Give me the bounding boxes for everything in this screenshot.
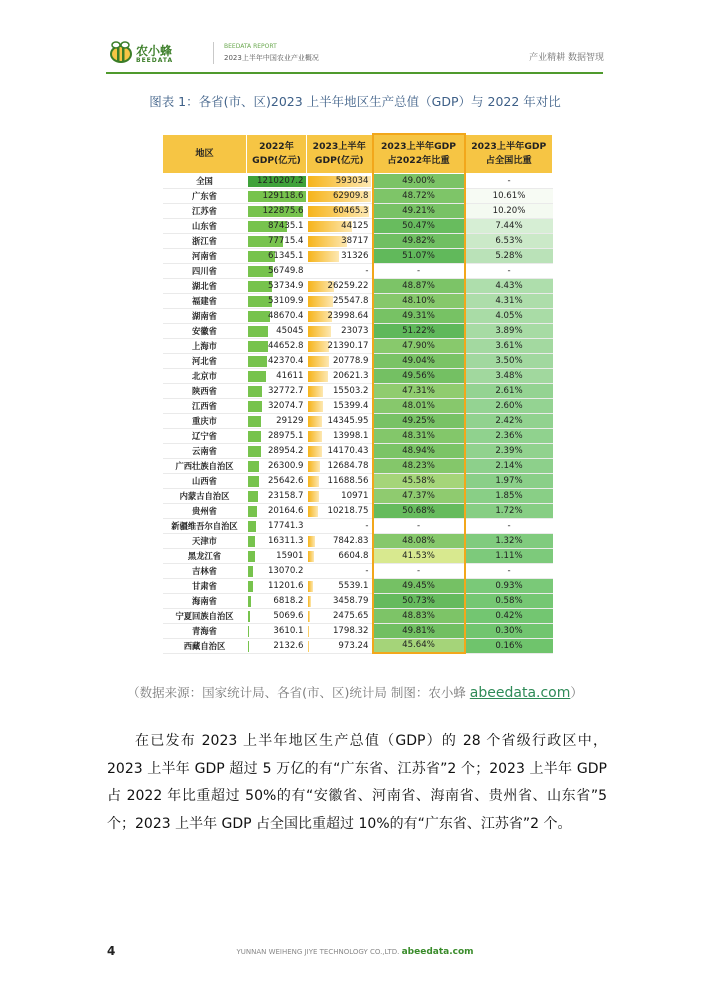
cell-gdp2023h1: 60465.3 xyxy=(307,203,373,218)
cell-gdp2022: 28954.2 xyxy=(247,443,307,458)
cell-gdp2023h1: 6604.8 xyxy=(307,548,373,563)
source-suffix: ） xyxy=(570,685,583,700)
table-row xyxy=(163,488,553,503)
cell-share: 6.53% xyxy=(465,233,553,248)
cell-ratio: 48.08% xyxy=(373,533,465,548)
logo xyxy=(108,40,198,66)
value-bar xyxy=(308,401,324,412)
value-bar xyxy=(308,431,322,442)
header-gdp2022: 2022年 GDP(亿元) xyxy=(247,134,307,173)
cell-region: 西藏自治区 xyxy=(163,638,247,653)
table-row xyxy=(163,458,553,473)
cell-gdp2022: 44652.8 xyxy=(247,338,307,353)
cell-ratio: 49.45% xyxy=(373,578,465,593)
cell-ratio: 49.82% xyxy=(373,233,465,248)
logo-text: 农小蜂 xyxy=(136,44,173,58)
cell-share: - xyxy=(465,518,553,533)
value-bar xyxy=(308,476,320,487)
cell-gdp2022: 29129 xyxy=(247,413,307,428)
cell-gdp2022: 32074.7 xyxy=(247,398,307,413)
cell-gdp2023h1: 23998.64 xyxy=(307,308,373,323)
value-bar xyxy=(308,581,314,592)
cell-region: 福建省 xyxy=(163,293,247,308)
cell-share: 5.28% xyxy=(465,248,553,263)
cell-region: 广东省 xyxy=(163,188,247,203)
cell-gdp2022: 2132.6 xyxy=(247,638,307,653)
cell-share: 2.39% xyxy=(465,443,553,458)
gdp-table xyxy=(162,133,553,654)
cell-gdp2022: 129118.6 xyxy=(247,188,307,203)
cell-gdp2022: 28975.1 xyxy=(247,428,307,443)
table-row xyxy=(163,593,553,608)
cell-region: 安徽省 xyxy=(163,323,247,338)
cell-share: 0.58% xyxy=(465,593,553,608)
value-bar xyxy=(248,566,254,577)
cell-ratio: 49.00% xyxy=(373,173,465,188)
value-bar xyxy=(308,626,310,637)
value-bar xyxy=(308,296,334,307)
cell-gdp2023h1: 12684.78 xyxy=(307,458,373,473)
cell-gdp2022: 42370.4 xyxy=(247,353,307,368)
cell-gdp2023h1: 26259.22 xyxy=(307,278,373,293)
cell-ratio: 45.64% xyxy=(373,638,465,653)
value-bar xyxy=(248,551,255,562)
bee-logo-icon xyxy=(108,40,134,66)
cell-gdp2023h1: 20621.3 xyxy=(307,368,373,383)
cell-gdp2022: 5069.6 xyxy=(247,608,307,623)
table-row xyxy=(163,398,553,413)
cell-share: 0.42% xyxy=(465,608,553,623)
cell-gdp2023h1: 5539.1 xyxy=(307,578,373,593)
cell-gdp2023h1: 20778.9 xyxy=(307,353,373,368)
table-row xyxy=(163,188,553,203)
source-text: （数据来源：国家统计局、各省(市、区)统计局 制图：农小蜂 xyxy=(127,685,470,700)
cell-ratio: 47.90% xyxy=(373,338,465,353)
cell-ratio: 48.10% xyxy=(373,293,465,308)
table-header-row xyxy=(163,134,553,173)
cell-region: 湖南省 xyxy=(163,308,247,323)
value-bar xyxy=(308,416,323,427)
cell-region: 上海市 xyxy=(163,338,247,353)
table-row xyxy=(163,218,553,233)
cell-share: 0.30% xyxy=(465,623,553,638)
cell-share: - xyxy=(465,263,553,278)
cell-gdp2022: 32772.7 xyxy=(247,383,307,398)
cell-gdp2023h1: 14170.43 xyxy=(307,443,373,458)
value-bar xyxy=(308,611,311,622)
cell-gdp2022: 61345.1 xyxy=(247,248,307,263)
cell-ratio: - xyxy=(373,563,465,578)
cell-share: 1.32% xyxy=(465,533,553,548)
value-bar xyxy=(308,491,319,502)
cell-gdp2023h1: 62909.8 xyxy=(307,188,373,203)
cell-gdp2023h1: 13998.1 xyxy=(307,428,373,443)
table-row xyxy=(163,548,553,563)
table-row xyxy=(163,353,553,368)
cell-gdp2023h1: 38717 xyxy=(307,233,373,248)
value-bar xyxy=(248,386,263,397)
cell-ratio: 48.01% xyxy=(373,398,465,413)
cell-ratio: 49.21% xyxy=(373,203,465,218)
cell-gdp2023h1: 2475.65 xyxy=(307,608,373,623)
value-bar xyxy=(308,461,321,472)
cell-ratio: 48.23% xyxy=(373,458,465,473)
table-row xyxy=(163,623,553,638)
value-bar xyxy=(308,341,330,352)
cell-ratio: 49.25% xyxy=(373,413,465,428)
table-row xyxy=(163,233,553,248)
value-bar xyxy=(248,581,253,592)
table-row xyxy=(163,503,553,518)
cell-ratio: 51.22% xyxy=(373,323,465,338)
value-bar xyxy=(248,341,268,352)
table-row xyxy=(163,608,553,623)
header-ratio: 2023上半年GDP 占2022年比重 xyxy=(373,134,465,173)
cell-region: 甘肃省 xyxy=(163,578,247,593)
cell-gdp2022: 77715.4 xyxy=(247,233,307,248)
cell-gdp2022: 26300.9 xyxy=(247,458,307,473)
value-bar xyxy=(308,371,329,382)
cell-gdp2023h1: 1798.32 xyxy=(307,623,373,638)
cell-share: 3.89% xyxy=(465,323,553,338)
page-number: 4 xyxy=(107,944,116,958)
table-row xyxy=(163,413,553,428)
cell-gdp2023h1: 31326 xyxy=(307,248,373,263)
value-bar xyxy=(248,416,261,427)
cell-gdp2023h1: 15399.4 xyxy=(307,398,373,413)
cell-gdp2022: 23158.7 xyxy=(247,488,307,503)
cell-gdp2023h1: - xyxy=(307,518,373,533)
cell-gdp2022: 16311.3 xyxy=(247,533,307,548)
cell-share: 1.11% xyxy=(465,548,553,563)
table-row xyxy=(163,173,553,188)
cell-region: 重庆市 xyxy=(163,413,247,428)
value-bar xyxy=(308,506,318,517)
cell-region: 云南省 xyxy=(163,443,247,458)
cell-gdp2022: 45045 xyxy=(247,323,307,338)
cell-gdp2023h1: 10218.75 xyxy=(307,503,373,518)
cell-gdp2022: 56749.8 xyxy=(247,263,307,278)
value-bar xyxy=(308,551,315,562)
cell-share: 2.36% xyxy=(465,428,553,443)
cell-region: 江苏省 xyxy=(163,203,247,218)
cell-ratio: 41.53% xyxy=(373,548,465,563)
cell-ratio: 48.31% xyxy=(373,428,465,443)
cell-region: 天津市 xyxy=(163,533,247,548)
cell-gdp2023h1: - xyxy=(307,563,373,578)
cell-ratio: 48.72% xyxy=(373,188,465,203)
value-bar xyxy=(308,386,324,397)
cell-region: 山西省 xyxy=(163,473,247,488)
value-bar xyxy=(248,446,261,457)
data-source xyxy=(0,683,710,701)
footer-site[interactable]: abeedata.com xyxy=(401,947,474,957)
header-share: 2023上半年GDP 占全国比重 xyxy=(465,134,553,173)
body-paragraph: 在已发布 2023 上半年地区生产总值（GDP）的 28 个省级行政区中，2023 上半年 GDP 超过 5 万亿的有“广东省、江苏省”2 个；2023 上半年 GDP 占 2022 年比重超过 50%的有“安徽省、河南省、海南省、贵州省、山东省”5 个；2023 上半年 GDP 占全国比重超过 10%的有“广东省、江苏省”2 个。 xyxy=(107,733,607,832)
cell-gdp2023h1: 3458.79 xyxy=(307,593,373,608)
cell-share: 1.85% xyxy=(465,488,553,503)
table-row xyxy=(163,308,553,323)
cell-gdp2023h1: 23073 xyxy=(307,323,373,338)
cell-ratio: 49.04% xyxy=(373,353,465,368)
value-bar xyxy=(248,461,260,472)
figure-title: 图表 1：各省(市、区)2023 上半年地区生产总值（GDP）与 2022 年对比 xyxy=(149,94,561,109)
table-body xyxy=(163,173,553,653)
cell-gdp2023h1: - xyxy=(307,263,373,278)
cell-ratio: 47.31% xyxy=(373,383,465,398)
cell-region: 湖北省 xyxy=(163,278,247,293)
table-row xyxy=(163,263,553,278)
cell-gdp2022: 48670.4 xyxy=(247,308,307,323)
cell-share: 0.16% xyxy=(465,638,553,653)
cell-share: - xyxy=(465,173,553,188)
cell-gdp2022: 122875.6 xyxy=(247,203,307,218)
cell-share: 3.48% xyxy=(465,368,553,383)
cell-region: 辽宁省 xyxy=(163,428,247,443)
page-footer xyxy=(0,944,710,964)
cell-share: 7.44% xyxy=(465,218,553,233)
cell-gdp2022: 15901 xyxy=(247,548,307,563)
table-row xyxy=(163,248,553,263)
cell-gdp2022: 20164.6 xyxy=(247,503,307,518)
cell-region: 黑龙江省 xyxy=(163,548,247,563)
value-bar xyxy=(308,326,331,337)
value-bar xyxy=(248,401,263,412)
cell-region: 宁夏回族自治区 xyxy=(163,608,247,623)
cell-share: 2.14% xyxy=(465,458,553,473)
page-header xyxy=(0,0,710,76)
value-bar xyxy=(248,536,255,547)
cell-region: 海南省 xyxy=(163,593,247,608)
cell-share: - xyxy=(465,563,553,578)
cell-region: 吉林省 xyxy=(163,563,247,578)
cell-region: 全国 xyxy=(163,173,247,188)
cell-region: 浙江省 xyxy=(163,233,247,248)
cell-ratio: 49.56% xyxy=(373,368,465,383)
cell-share: 1.72% xyxy=(465,503,553,518)
cell-share: 3.61% xyxy=(465,338,553,353)
table-row xyxy=(163,638,553,653)
cell-share: 2.61% xyxy=(465,383,553,398)
cell-ratio: 47.37% xyxy=(373,488,465,503)
value-bar xyxy=(248,356,267,367)
value-bar xyxy=(248,641,250,652)
value-bar xyxy=(308,536,316,547)
header-region: 地区 xyxy=(163,134,247,173)
cell-gdp2022: 41611 xyxy=(247,368,307,383)
cell-gdp2023h1: 593034 xyxy=(307,173,373,188)
cell-gdp2023h1: 14345.95 xyxy=(307,413,373,428)
value-bar xyxy=(248,506,257,517)
cell-region: 贵州省 xyxy=(163,503,247,518)
report-name-cn: 2023上半年中国农业产业概况 xyxy=(224,54,319,62)
table-row xyxy=(163,578,553,593)
cell-region: 北京市 xyxy=(163,368,247,383)
table-row xyxy=(163,203,553,218)
value-bar xyxy=(308,596,312,607)
cell-ratio: 48.87% xyxy=(373,278,465,293)
footer-text xyxy=(0,947,710,957)
cell-gdp2022: 3610.1 xyxy=(247,623,307,638)
header-rule xyxy=(106,72,603,74)
cell-gdp2023h1: 44125 xyxy=(307,218,373,233)
cell-ratio: 49.81% xyxy=(373,623,465,638)
cell-ratio: 49.31% xyxy=(373,308,465,323)
cell-ratio: 50.47% xyxy=(373,218,465,233)
table-row xyxy=(163,443,553,458)
cell-region: 山东省 xyxy=(163,218,247,233)
cell-share: 2.42% xyxy=(465,413,553,428)
value-bar xyxy=(248,431,261,442)
cell-gdp2023h1: 21390.17 xyxy=(307,338,373,353)
value-bar xyxy=(248,491,259,502)
table-row xyxy=(163,473,553,488)
value-bar xyxy=(248,311,270,322)
cell-region: 新疆维吾尔自治区 xyxy=(163,518,247,533)
table-row xyxy=(163,518,553,533)
value-bar xyxy=(248,596,251,607)
table-row xyxy=(163,368,553,383)
cell-ratio: - xyxy=(373,518,465,533)
cell-region: 广西壮族自治区 xyxy=(163,458,247,473)
cell-region: 青海省 xyxy=(163,623,247,638)
footer-company: YUNNAN WEIHENG JIYE TECHNOLOGY CO.,LTD. xyxy=(236,948,400,956)
value-bar xyxy=(248,371,267,382)
cell-region: 河北省 xyxy=(163,353,247,368)
cell-gdp2022: 1210207.2 xyxy=(247,173,307,188)
cell-gdp2022: 6818.2 xyxy=(247,593,307,608)
cell-gdp2023h1: 15503.2 xyxy=(307,383,373,398)
cell-ratio: 51.07% xyxy=(373,248,465,263)
cell-region: 四川省 xyxy=(163,263,247,278)
cell-gdp2023h1: 973.24 xyxy=(307,638,373,653)
value-bar xyxy=(308,446,322,457)
cell-share: 1.97% xyxy=(465,473,553,488)
cell-region: 内蒙古自治区 xyxy=(163,488,247,503)
value-bar xyxy=(248,476,260,487)
cell-ratio: 45.58% xyxy=(373,473,465,488)
value-bar xyxy=(248,326,269,337)
table-row xyxy=(163,383,553,398)
cell-region: 陕西省 xyxy=(163,383,247,398)
header-gdp2023h1: 2023上半年 GDP(亿元) xyxy=(307,134,373,173)
table-row xyxy=(163,563,553,578)
cell-gdp2022: 53734.9 xyxy=(247,278,307,293)
cell-gdp2022: 17741.3 xyxy=(247,518,307,533)
cell-gdp2023h1: 11688.56 xyxy=(307,473,373,488)
report-name-en: BEEDATA REPORT xyxy=(224,43,277,50)
logo-subtext: BEEDATA xyxy=(136,57,174,64)
table-row xyxy=(163,533,553,548)
table-row xyxy=(163,278,553,293)
cell-gdp2022: 25642.6 xyxy=(247,473,307,488)
cell-share: 4.43% xyxy=(465,278,553,293)
cell-gdp2022: 13070.2 xyxy=(247,563,307,578)
cell-ratio: 50.73% xyxy=(373,593,465,608)
header-divider xyxy=(213,42,214,64)
cell-gdp2023h1: 25547.8 xyxy=(307,293,373,308)
cell-share: 10.20% xyxy=(465,203,553,218)
cell-share: 4.31% xyxy=(465,293,553,308)
cell-gdp2022: 53109.9 xyxy=(247,293,307,308)
cell-gdp2023h1: 7842.83 xyxy=(307,533,373,548)
cell-share: 4.05% xyxy=(465,308,553,323)
header-slogan: 产业精耕 数据智现 xyxy=(529,53,604,63)
cell-gdp2022: 87435.1 xyxy=(247,218,307,233)
table-row xyxy=(163,293,553,308)
value-bar xyxy=(248,626,250,637)
value-bar xyxy=(248,521,256,532)
cell-share: 10.61% xyxy=(465,188,553,203)
table-row xyxy=(163,338,553,353)
cell-ratio: - xyxy=(373,263,465,278)
cell-share: 0.93% xyxy=(465,578,553,593)
gdp-table-container xyxy=(162,133,552,654)
cell-share: 2.60% xyxy=(465,398,553,413)
cell-region: 江西省 xyxy=(163,398,247,413)
table-row xyxy=(163,428,553,443)
value-bar xyxy=(308,251,340,262)
cell-ratio: 50.68% xyxy=(373,503,465,518)
cell-ratio: 48.83% xyxy=(373,608,465,623)
cell-region: 河南省 xyxy=(163,248,247,263)
source-link[interactable]: abeedata.com xyxy=(469,685,571,701)
value-bar xyxy=(248,611,250,622)
cell-ratio: 48.94% xyxy=(373,443,465,458)
cell-gdp2023h1: 10971 xyxy=(307,488,373,503)
cell-share: 3.50% xyxy=(465,353,553,368)
table-row xyxy=(163,323,553,338)
value-bar xyxy=(308,356,329,367)
value-bar xyxy=(308,641,310,652)
cell-gdp2022: 11201.6 xyxy=(247,578,307,593)
